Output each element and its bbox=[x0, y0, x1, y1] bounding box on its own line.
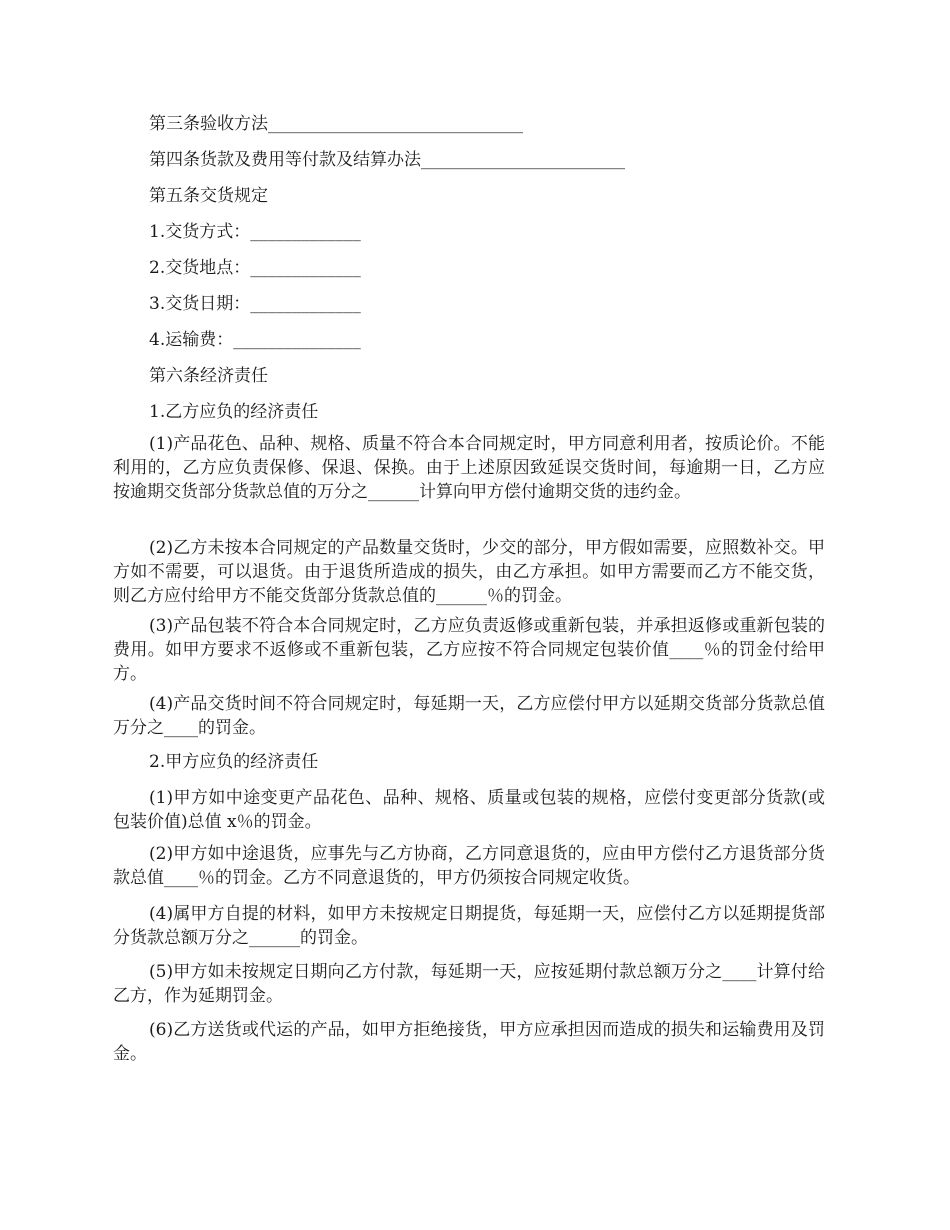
party-b-clause-4: (4)产品交货时间不符合同规定时，每延期一天，乙方应偿付甲方以延期交货部分货款总值万分之____的罚金。 bbox=[113, 694, 825, 738]
transport-fee: 4.运输费：_______________ bbox=[149, 330, 361, 350]
article-3-acceptance: 第三条验收方法______________________________ bbox=[149, 114, 523, 134]
party-a-clause-4: (4)属甲方自提的材料，如甲方未按规定日期提货，每延期一天，应偿付乙方以延期提货部分货款总额万分之______的罚金。 bbox=[113, 904, 825, 948]
article-5-heading: 第五条交货规定 bbox=[149, 186, 268, 206]
delivery-date: 3.交货日期：_____________ bbox=[149, 294, 361, 314]
article-6-heading: 第六条经济责任 bbox=[149, 366, 268, 386]
party-b-clause-3: (3)产品包装不符合本合同规定时，乙方应负责返修或重新包装，并承担返修或重新包装的费用。如甲方要求不返修或不重新包装，乙方应按不符合同规定包装价值____％的罚金付给甲方。 bbox=[113, 616, 825, 684]
party-b-clause-2: (2)乙方未按本合同规定的产品数量交货时，少交的部分，甲方假如需要，应照数补交。甲方如不需要，可以退货。由于退货所造成的损失，由乙方承担。如甲方需要而乙方不能交货，则乙方应付给甲方不能交货部分货款总值的______％的罚金。 bbox=[113, 538, 825, 606]
party-a-clause-1: (1)甲方如中途变更产品花色、品种、规格、质量或包装的规格，应偿付变更部分货款(或包装价值)总值 x％的罚金。 bbox=[113, 788, 825, 832]
delivery-location: 2.交货地点：_____________ bbox=[149, 258, 361, 278]
party-b-liability-heading: 1.乙方应负的经济责任 bbox=[149, 402, 319, 422]
party-b-clause-1: (1)产品花色、品种、规格、质量不符合本合同规定时，甲方同意利用者，按质论价。不能利用的，乙方应负责保修、保退、保换。由于上述原因致延误交货时间，每逾期一日，乙方应按逾期交货部分货款总值的万分之______计算向甲方偿付逾期交货的违约金。 bbox=[113, 434, 825, 502]
party-a-liability-heading: 2.甲方应负的经济责任 bbox=[149, 752, 319, 772]
party-a-clause-6: (6)乙方送货或代运的产品，如甲方拒绝接货，甲方应承担因而造成的损失和运输费用及罚金。 bbox=[113, 1020, 825, 1064]
delivery-method: 1.交货方式：_____________ bbox=[149, 222, 361, 242]
party-a-clause-2: (2)甲方如中途退货，应事先与乙方协商，乙方同意退货的，应由甲方偿付乙方退货部分货款总值____％的罚金。乙方不同意退货的，甲方仍须按合同规定收货。 bbox=[113, 844, 825, 888]
article-4-payment: 第四条货款及费用等付款及结算办法________________________ bbox=[149, 150, 625, 170]
party-a-clause-5: (5)甲方如未按规定日期向乙方付款，每延期一天，应按延期付款总额万分之____计算付给乙方，作为延期罚金。 bbox=[113, 962, 825, 1006]
